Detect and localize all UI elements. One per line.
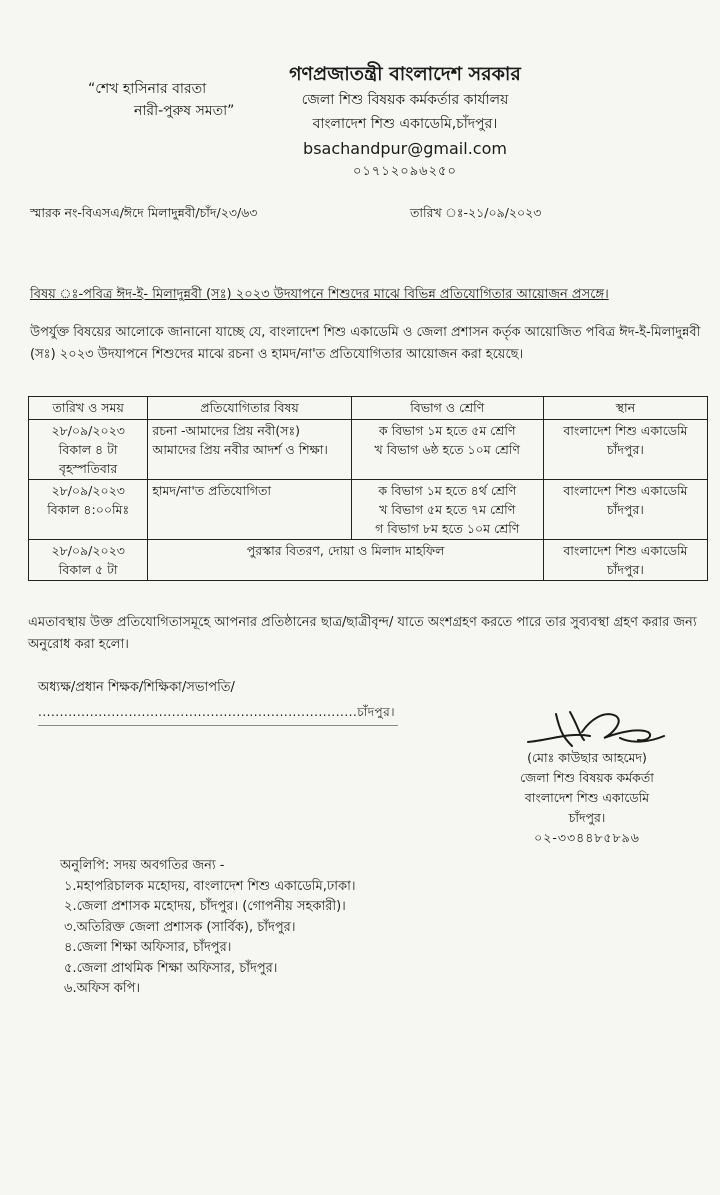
list-item: ১.মহাপরিচালক মহোদয়, বাংলাদেশ শিশু একাডেমি,ঢাকা।: [64, 878, 356, 894]
group-text: ক বিভাগ ১ম হতে ৪র্থ শ্রেণি: [378, 483, 517, 498]
groups-cell: [351, 420, 543, 480]
date-text: ২৮/০৯/২০২৩: [51, 483, 125, 498]
table-row: [29, 480, 708, 540]
day-text: বৃহস্পতিবার: [59, 461, 118, 476]
academy-name: বাংলাদেশ শিশু একাডেমি,চাঁদপুর।: [312, 116, 498, 132]
group-text: খ বিভাগ ৬ষ্ঠ হতে ১০ম শ্রেণি: [374, 442, 520, 457]
table-row: [29, 540, 708, 581]
table-row: [29, 420, 708, 480]
signer-org: বাংলাদেশ শিশু একাডেমি: [524, 790, 650, 805]
prize-ceremony-cell: পুরস্কার বিতরণ, দোয়া ও মিলাদ মাহফিল: [148, 540, 544, 581]
request-paragraph: এমতাবস্থায় উক্ত প্রতিযোগিতাসমূহে আপনার প্রতিষ্ঠানের ছাত্র/ছাত্রীবৃন্দ/ যাতে অংশগ্রহণ করতে পারে তার সুব্যবস্থা গ্রহণ করার জন্য অনুরোধ করা হলো।: [28, 615, 697, 652]
signer-name: (মোঃ কাউছার আহমেদ): [527, 750, 647, 765]
list-item: ২.জেলা প্রশাসক মহোদয়, চাঁদপুর। (গোপনীয় সহকারী)।: [64, 899, 346, 914]
signer-phone: ০২-৩৩৪৪৮৫৮৯৬: [534, 830, 640, 845]
copy-heading: অনুলিপি: সদয় অবগতির জন্য -: [60, 858, 225, 873]
date-text: ২৮/০৯/২০২৩: [51, 423, 125, 438]
list-item: ৪.জেলা শিক্ষা অফিসার, চাঁদপুর।: [64, 940, 232, 955]
datetime-cell: [29, 540, 148, 581]
venue-city-text: চাঁদপুর।: [607, 562, 644, 577]
addressee-role: অধ্যক্ষ/প্রধান শিক্ষক/শিক্ষিকা/সভাপতি/: [38, 680, 235, 695]
office-name: জেলা শিশু বিষয়ক কর্মকর্তার কার্যালয়: [301, 92, 509, 108]
topic-cell: রচনা -আমাদের প্রিয় নবী(সঃ) আমাদের প্রিয় নবীর আদর্শ ও শিক্ষা।: [148, 420, 351, 480]
slogan-line-1: “শেখ হাসিনার বারতা: [88, 81, 207, 97]
venue-cell: [543, 540, 707, 581]
signer-city: চাঁদপুর।: [568, 810, 606, 825]
column-header-venue: স্থান: [543, 397, 707, 420]
column-header-topic: প্রতিযোগিতার বিষয়: [148, 397, 351, 420]
addressee-location: ..........................................................................চাঁদপুর।: [38, 705, 396, 719]
datetime-cell: [29, 420, 148, 480]
slogan-line-2: নারী-পুরুষ সমতা”: [134, 103, 235, 119]
venue-city-text: চাঁদপুর।: [607, 502, 644, 517]
venue-city-text: চাঁদপুর।: [607, 442, 644, 457]
venue-text: বাংলাদেশ শিশু একাডেমি: [563, 423, 688, 438]
letterhead: [240, 60, 570, 182]
topic-cell: হামদ/না'ত প্রতিযোগিতা: [148, 480, 351, 540]
table-header-row: [29, 397, 708, 420]
venue-cell: [543, 420, 707, 480]
copy-list: [60, 856, 356, 1000]
group-text: গ বিভাগ ৮ম হতে ১০ম শ্রেণি: [375, 521, 520, 536]
list-item: ৬.অফিস কপি।: [64, 981, 141, 996]
venue-text: বাংলাদেশ শিশু একাডেমি: [563, 543, 688, 558]
time-text: বিকাল ৫ টা: [58, 562, 118, 577]
date-text: ২৮/০৯/২০২৩: [51, 543, 125, 558]
time-text: বিকাল ৪:০০মিঃ: [47, 502, 130, 517]
groups-cell: [351, 480, 543, 540]
column-header-groups: বিভাগ ও শ্রেণি: [351, 397, 543, 420]
memo-number: স্মারক নং-বিএসএ/ঈদে মিলাদুন্নবী/চাঁদ/২৩/৬৩: [30, 205, 258, 220]
government-title: গণপ্রজাতন্ত্রী বাংলাদেশ সরকার: [289, 63, 521, 85]
competition-table: [28, 396, 708, 581]
memo-date: তারিখ ঃ-২১/০৯/২০২৩: [410, 205, 542, 220]
office-phone: ০১৭১২০৯৬২৫০: [353, 164, 457, 179]
list-item: ৫.জেলা প্রাথমিক শিক্ষা অফিসার, চাঁদপুর।: [64, 960, 278, 976]
signer-title: জেলা শিশু বিষয়ক কর্মকর্তা: [520, 770, 654, 785]
time-text: বিকাল ৪ টা: [58, 442, 118, 457]
venue-text: বাংলাদেশ শিশু একাডেমি: [563, 483, 688, 498]
intro-paragraph: উপর্যুক্ত বিষয়ের আলোকে জানানো যাচ্ছে যে, বাংলাদেশ শিশু একাডেমি ও জেলা প্রশাসন কর্তৃক আয়োজিত পবিত্র ঈদ-ই-মিলাদুন্নবী (সঃ) ২০২৩ উদযাপনে শিশুদের মাঝে রচনা ও হামদ/না'ত প্রতিযোগিতার আয়োজন করা হয়েছে।: [30, 325, 701, 362]
column-header-datetime: তারিখ ও সময়: [29, 397, 148, 420]
signature-block: [482, 748, 692, 848]
subject-line: বিষয় ঃ-পবিত্র ঈদ-ই- মিলাদুন্নবী (সঃ) ২০২৩ উদযাপনে শিশুদের মাঝে বিভিন্ন প্রতিযোগিতার আয়োজন প্রসঙ্গে।: [30, 287, 609, 302]
handwritten-signature: [520, 702, 670, 752]
office-email: bsachandpur@gmail.com: [303, 139, 507, 158]
list-item: ৩.অতিরিক্ত জেলা প্রশাসক (সার্বিক), চাঁদপুর।: [64, 919, 296, 935]
divider: [38, 725, 398, 726]
group-text: ক বিভাগ ১ম হতে ৫ম শ্রেণি: [378, 423, 516, 438]
datetime-cell: [29, 480, 148, 540]
group-text: খ বিভাগ ৫ম হতে ৭ম শ্রেণি: [379, 502, 516, 517]
venue-cell: [543, 480, 707, 540]
